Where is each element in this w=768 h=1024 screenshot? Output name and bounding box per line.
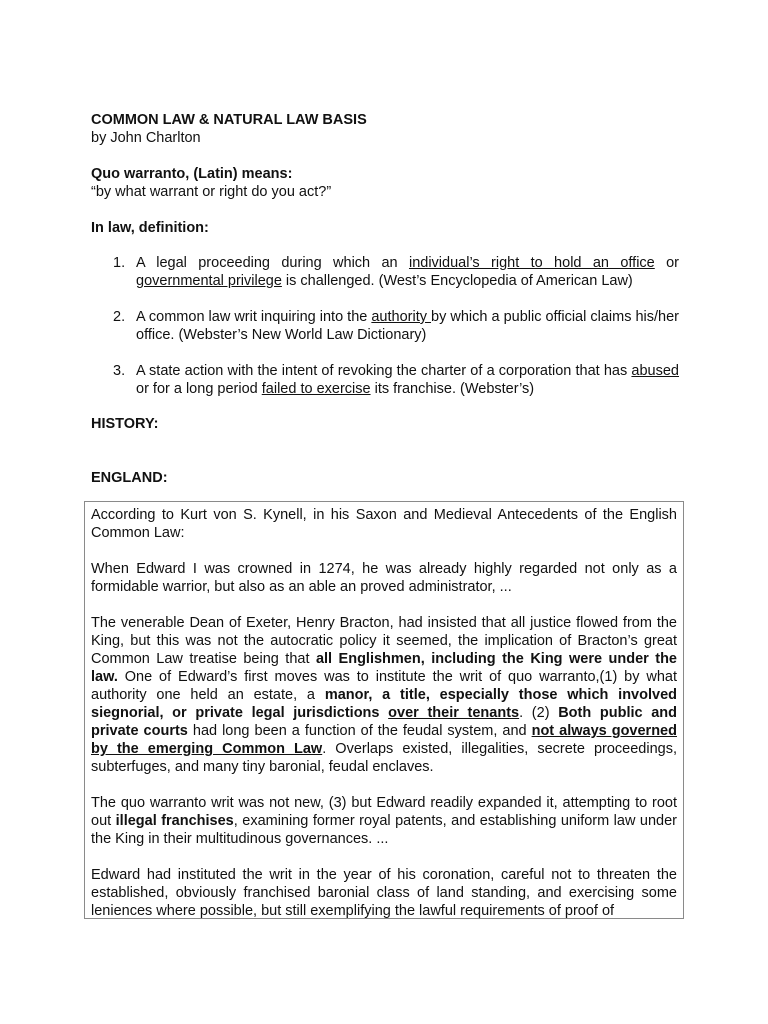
definition-text: A legal proceeding during which an	[136, 255, 409, 271]
definition-underlined: individual’s right to hold an office	[408, 255, 655, 271]
quote-text: One of Edward’s first moves was to institute the writ of quo warranto,(1) by what authority one held an estate, a	[91, 669, 677, 703]
quote-paragraph	[91, 614, 677, 776]
definition-text: or	[654, 255, 680, 271]
definition-number: 2.	[113, 309, 126, 325]
quote-box	[84, 501, 684, 919]
definition-underlined: governmental privilege	[136, 273, 282, 289]
definition-underlined: failed to exercise	[261, 381, 371, 397]
quote-paragraph	[91, 794, 677, 848]
quote-bold-underlined: not always governed by the emerging Common Law	[91, 723, 677, 757]
definition-text: its franchise. (Webster’s)	[370, 381, 535, 397]
law-definition-block	[91, 219, 679, 237]
quote-bold: all Englishmen, including the King were under the law.	[91, 651, 677, 685]
definition-item	[91, 362, 679, 398]
quo-warranto-block	[91, 165, 679, 201]
definition-text: or for a long period	[136, 381, 262, 397]
law-definition-heading: In law, definition:	[91, 220, 209, 236]
quote-bold: Both public and private courts	[91, 705, 678, 739]
definition-item	[91, 254, 679, 290]
quote-paragraph: When Edward I was crowned in 1274, he was already highly regarded not only as a formidable warrior, but also as an able an proved administrator, ...	[91, 561, 677, 595]
england-heading: ENGLAND:	[91, 470, 168, 486]
quote-bold-underlined: over their tenants	[388, 705, 520, 721]
quote-bold: manor, a title, especially those which involved siegnorial, or private legal jurisdictions	[91, 687, 677, 721]
title-block	[91, 111, 679, 147]
quote-paragraph: Edward had instituted the writ in the year of his coronation, careful not to threaten the established, obviously franchised baronial class of land standing, and exercising some leniences where possible, but still exemplifying the lawful requirements of proof of	[91, 867, 677, 919]
quote-text: The venerable Dean of Exeter, Henry Bracton, had insisted that all justice flowed from the King, but this was not the autocratic policy it seemed, the implication of Bracton’s great Common Law treatise being that	[91, 615, 677, 667]
definition-underlined: abused	[631, 363, 679, 379]
quote-paragraph: According to Kurt von S. Kynell, in his Saxon and Medieval Antecedents of the English Common Law:	[91, 507, 677, 541]
document-title: COMMON LAW & NATURAL LAW BASIS	[91, 112, 367, 128]
definition-text: by which a public official claims his/her office. (Webster’s New World Law Dictionary)	[136, 309, 679, 343]
quote-text: The quo warranto writ was not new, (3) but Edward readily expanded it, attempting to root out	[91, 795, 677, 829]
quote-bold: illegal franchises	[115, 813, 234, 829]
definition-number: 3.	[113, 363, 126, 379]
definition-text: A state action with the intent of revoking the charter of a corporation that has	[136, 363, 632, 379]
definition-number: 1.	[113, 255, 126, 271]
quote-text: had long been a function of the feudal system, and	[187, 723, 532, 739]
author-byline: by John Charlton	[91, 130, 201, 146]
definition-text: A common law writ inquiring into the	[136, 309, 372, 325]
definition-underlined: authority	[371, 309, 432, 325]
quo-warranto-heading: Quo warranto, (Latin) means:	[91, 166, 293, 182]
quo-warranto-meaning: “by what warrant or right do you act?”	[91, 184, 332, 200]
quote-text: , examining former royal patents, and establishing uniform law under the King in their multitudinous governances. ...	[91, 813, 677, 847]
definition-item	[91, 308, 679, 344]
quote-text: . Overlaps existed, illegalities, secrete proceedings, subterfuges, and many tiny baronial, feudal enclaves.	[91, 741, 677, 775]
quote-content	[91, 506, 677, 919]
quote-text: . (2)	[519, 705, 559, 721]
definition-text: is challenged. (West’s Encyclopedia of American Law)	[281, 273, 633, 289]
definition-list	[91, 254, 679, 416]
history-heading: HISTORY:	[91, 416, 159, 432]
